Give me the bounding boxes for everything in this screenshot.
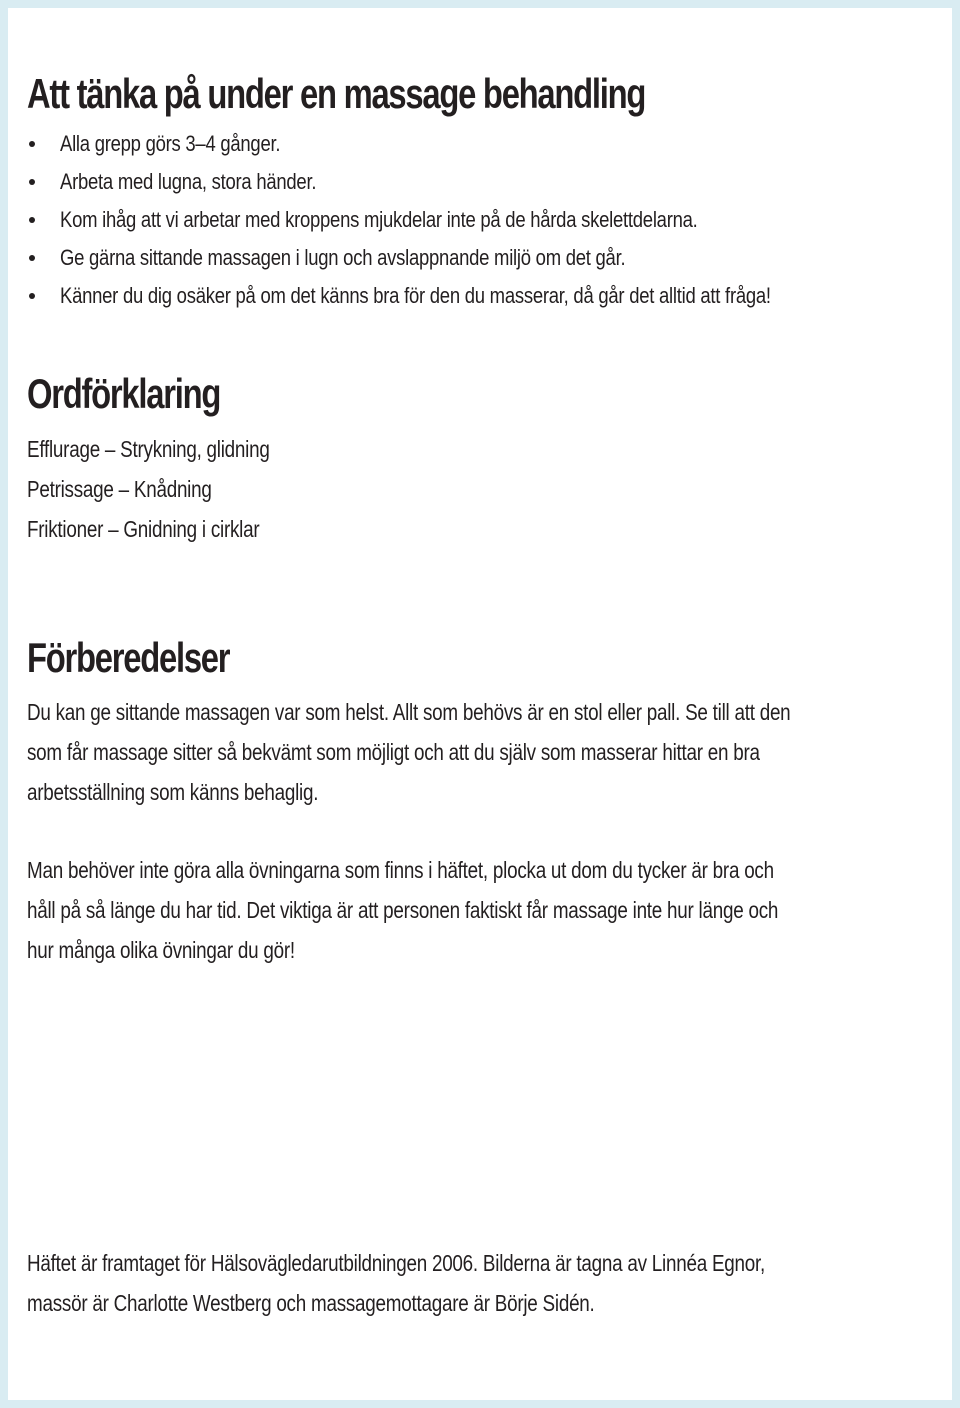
- paragraph-line: som får massage sitter så bekvämt som möjligt och att du själv som masserar hittar en bra: [27, 739, 760, 765]
- section-preparations: [27, 634, 932, 682]
- glossary-heading: Ordförklaring: [27, 370, 221, 417]
- list-item: Arbeta med lugna, stora händer.: [27, 163, 932, 201]
- glossary-line: Petrissage – Knådning: [27, 476, 212, 502]
- list-item: Ge gärna sittande massagen i lugn och avslappnande miljö om det går.: [27, 239, 932, 277]
- footer-line: Häftet är framtaget för Hälsovägledarutbildningen 2006. Bilderna är tagna av Linnéa Egnor,: [27, 1250, 765, 1276]
- glossary-line: Friktioner – Gnidning i cirklar: [27, 516, 260, 542]
- preparations-heading: Förberedelser: [27, 634, 230, 681]
- tips-list: [27, 125, 932, 315]
- tips-heading: Att tänka på under en massage behandling: [27, 70, 646, 117]
- glossary-lines: [27, 429, 932, 549]
- document-page: [8, 8, 952, 1400]
- preparations-paragraph-1: [27, 692, 932, 812]
- section-glossary: [27, 370, 932, 418]
- list-item: Känner du dig osäker på om det känns bra för den du masserar, då går det alltid att fråga!: [27, 277, 932, 315]
- bullet-icon: [29, 179, 35, 185]
- bullet-icon: [29, 255, 35, 261]
- paragraph-line: Du kan ge sittande massagen var som helst. Allt som behövs är en stol eller pall. Se till att den: [27, 699, 791, 725]
- bullet-icon: [29, 141, 35, 147]
- paragraph-line: Man behöver inte göra alla övningarna som finns i häftet, plocka ut dom du tycker är bra och: [27, 857, 774, 883]
- bullet-icon: [29, 217, 35, 223]
- preparations-paragraph-2: [27, 850, 932, 970]
- list-item: Kom ihåg att vi arbetar med kroppens mjukdelar inte på de hårda skelettdelarna.: [27, 201, 932, 239]
- footer-credits: [27, 1243, 932, 1323]
- tips-list-container: [27, 125, 932, 315]
- footer-line: massör är Charlotte Westberg och massagemottagare är Börje Sidén.: [27, 1290, 595, 1316]
- glossary-line: Efflurage – Strykning, glidning: [27, 436, 270, 462]
- paragraph-line: arbetsställning som känns behaglig.: [27, 779, 319, 805]
- list-item: Alla grepp görs 3–4 gånger.: [27, 125, 932, 163]
- paragraph-line: håll på så länge du har tid. Det viktiga är att personen faktiskt får massage inte hur länge och: [27, 897, 779, 923]
- paragraph-line: hur många olika övningar du gör!: [27, 937, 295, 963]
- section-tips: [27, 70, 932, 118]
- bullet-icon: [29, 293, 35, 299]
